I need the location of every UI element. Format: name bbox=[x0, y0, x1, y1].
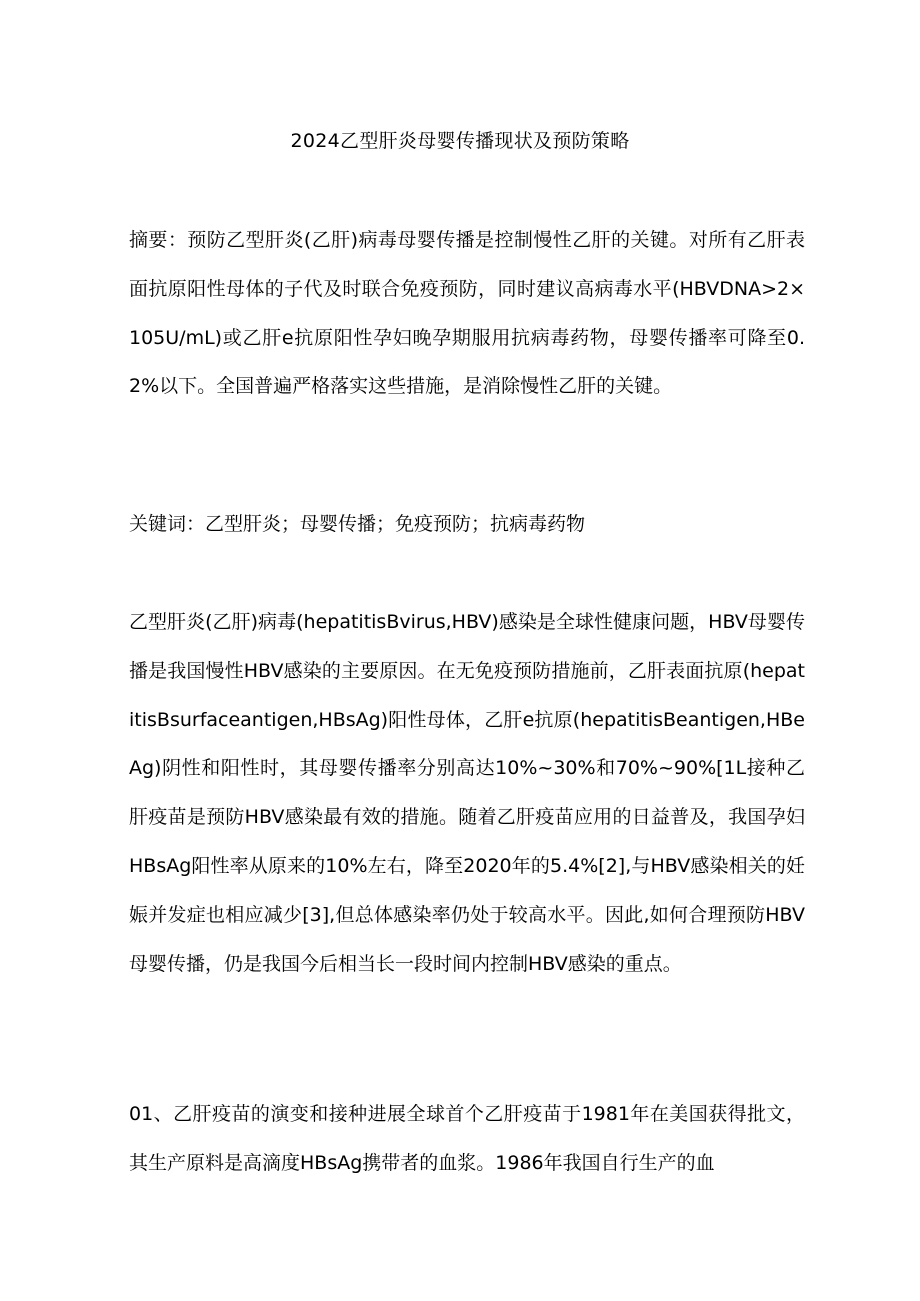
abstract-paragraph: 摘要：预防乙型肝炎(乙肝)病毒母婴传播是控制慢性乙肝的关键。对所有乙肝表面抗原阳性母体的子代及时联合免疫预防，同时建议高病毒水平(HBVDNA>2×105U/mL)或乙肝e抗原阳性孕妇晚孕期服用抗病毒药物，母婴传播率可降至0.2%以下。全国普遍严格落实这些措施，是消除慢性乙肝的关键。 bbox=[129, 229, 805, 398]
document-title: 2024乙型肝炎母婴传播现状及预防策略 bbox=[290, 130, 630, 152]
keywords-paragraph: 关键词：乙型肝炎；母婴传播；免疫预防；抗病毒药物 bbox=[129, 513, 586, 535]
introduction-paragraph: 乙型肝炎(乙肝)病毒(hepatitisBvirus,HBV)感染是全球性健康问题，HBV母婴传播是我国慢性HBV感染的主要原因。在无免疫预防措施前，乙肝表面抗原(hepatitisBsurfaceantigen,HBsAg)阳性母体，乙肝e抗原(hepatitisBeantigen,HBeAg)阴性和阳性时，其母婴传播率分别高达10%~30%和70%~90%[1L接种乙肝疫苗是预防HBV感染最有效的措施。随着乙肝疫苗应用的日益普及，我国孕妇HBsAg阳性率从原来的10%左右，降至2020年的5.4%[2],与HBV感染相关的妊娠并发症也相应减少[3],但总体感染率仍处于较高水平。因此,如何合理预防HBV母婴传播，仍是我国今后相当长一段时间内控制HBV感染的重点。 bbox=[129, 611, 805, 975]
section-01-paragraph: 01、乙肝疫苗的演变和接种进展全球首个乙肝疫苗于1981年在美国获得批文，其生产原料是高滴度HBsAg携带者的血浆。1986年我国自行生产的血 bbox=[129, 1103, 805, 1174]
